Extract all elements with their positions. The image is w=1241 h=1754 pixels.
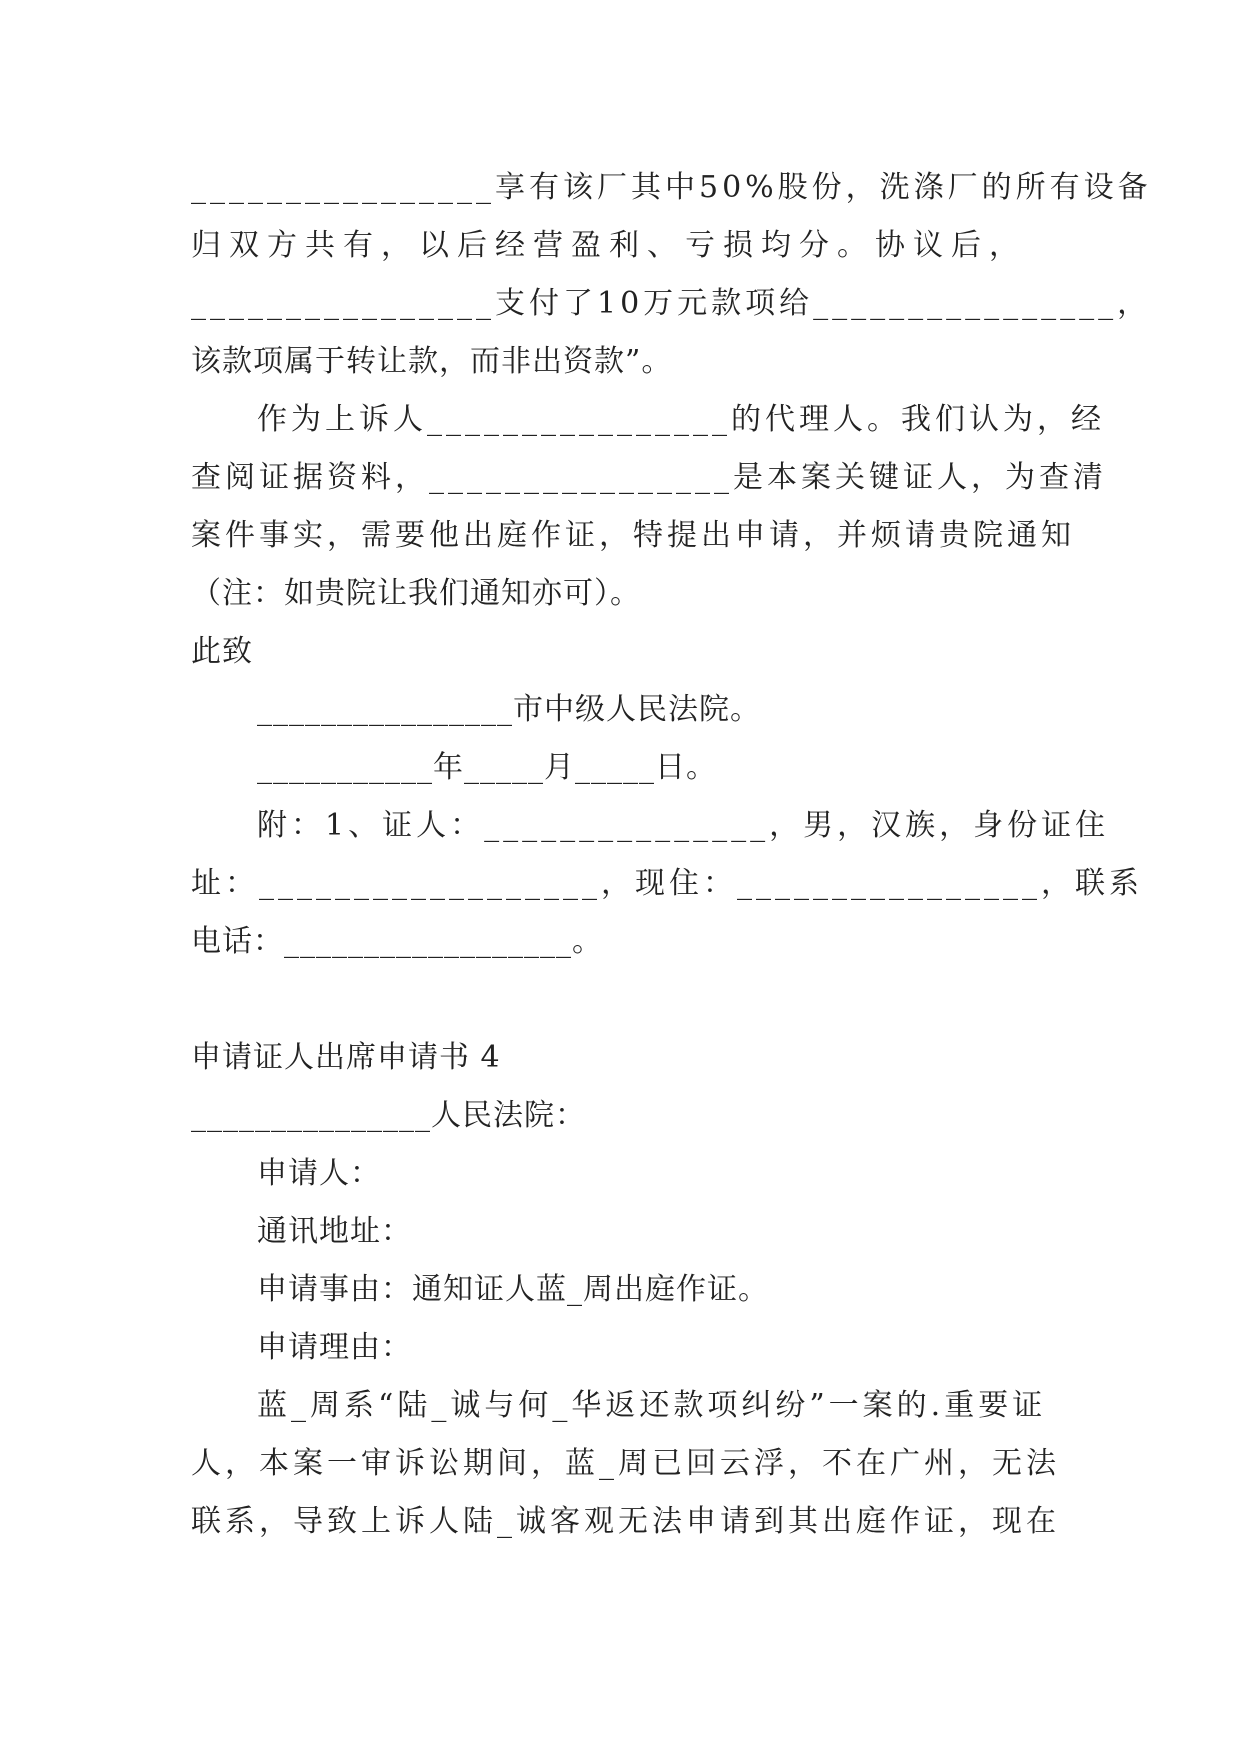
text-line: 址：__________________，现住：________________，联系: [191, 866, 1143, 901]
text-line: 附：1、证人：_______________，男，汉族，身份证住: [257, 808, 1110, 843]
text-line: （注：如贵院让我们通知亦可）。: [191, 576, 641, 611]
text-line: ________________支付了10万元款项给________________，: [191, 286, 1152, 321]
recipient-court: ________________市中级人民法院。: [257, 692, 761, 727]
address-field: 通讯地址：: [257, 1214, 412, 1249]
text-line: 该款项属于转让款，而非出资款”。: [191, 344, 673, 379]
text-line: 联系，导致上诉人陆_诚客观无法申请到其出庭作证，现在: [191, 1504, 1060, 1539]
text-line: 归双方共有，以后经营盈利、亏损均分。协议后，: [191, 228, 1027, 263]
section-title: 申请证人出席申请书 4: [191, 1040, 501, 1075]
applicant-field: 申请人：: [257, 1156, 381, 1191]
request-matter: 申请事由：通知证人蓝_周出庭作证。: [257, 1272, 769, 1307]
text-line: 人，本案一审诉讼期间，蓝_周已回云浮，不在广州，无法: [191, 1446, 1060, 1481]
text-line: 案件事实，需要他出庭作证，特提出申请，并烦请贵院通知: [191, 518, 1075, 553]
request-reason-label: 申请理由：: [257, 1330, 412, 1365]
text-line: 电话：__________________。: [191, 924, 603, 959]
text-line: 作为上诉人________________的代理人。我们认为，经: [257, 402, 1105, 437]
date-line: ___________年_____月_____日。: [257, 750, 717, 785]
text-line: 查阅证据资料，________________是本案关键证人，为查清: [191, 460, 1107, 495]
text-line: 蓝_周系“陆_诚与何_华返还款项纠纷”一案的.重要证: [257, 1388, 1047, 1423]
text-line: ________________享有该厂其中50%股份，洗涤厂的所有设备: [191, 170, 1152, 205]
salutation: 此致: [191, 634, 253, 669]
court-address-line: _______________人民法院：: [191, 1098, 586, 1133]
